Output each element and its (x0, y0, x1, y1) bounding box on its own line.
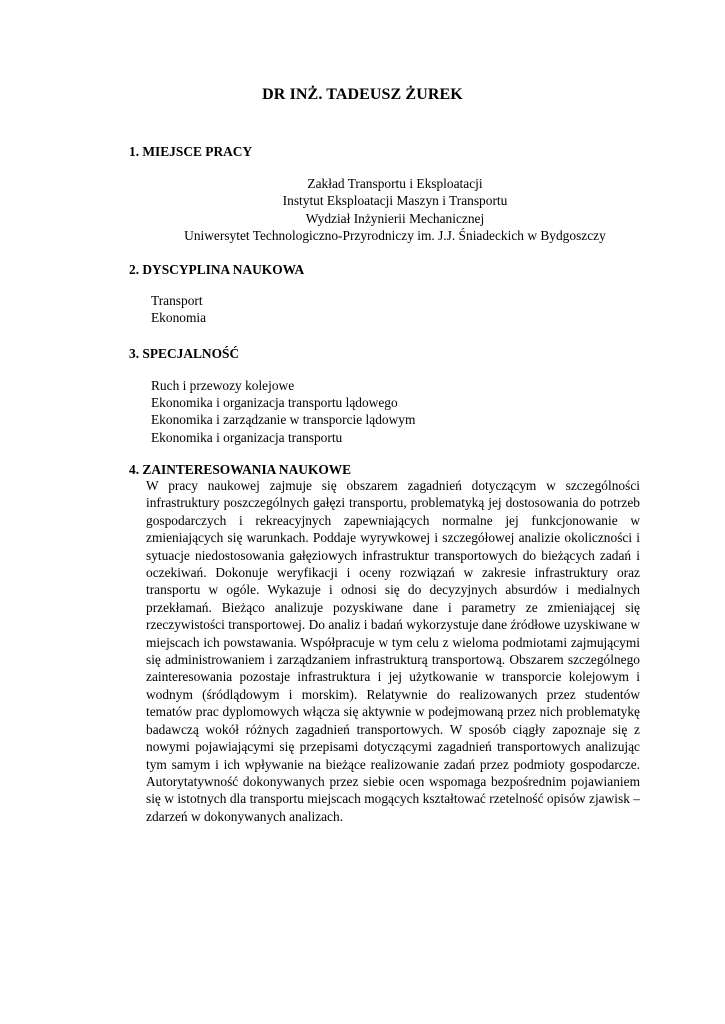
section-heading-discipline: 2. DYSCYPLINA NAUKOWA (129, 262, 305, 277)
list-item: Ekonomika i zarządzanie w transporcie lądowym (151, 412, 416, 428)
list-item: Transport (151, 293, 203, 308)
workplace-line-university: Uniwersytet Technologiczno-Przyrodniczy im. J.J. Śniadeckich w Bydgoszczy (184, 227, 606, 243)
workplace-line-faculty: Wydział Inżynierii Mechanicznej (305, 210, 485, 226)
section-heading-workplace: 1. MIEJSCE PRACY (129, 144, 253, 159)
discipline-list (151, 292, 206, 326)
section-heading-specialty: 3. SPECJALNOŚĆ (129, 346, 240, 361)
list-item: Ekonomika i organizacja transportu lądowego (151, 395, 398, 411)
list-item: Ekonomia (151, 310, 207, 326)
workplace-block (100, 175, 690, 244)
workplace-line-institute: Instytut Eksploatacji Maszyn i Transportu (282, 193, 508, 209)
section-heading-interests: 4. ZAINTERESOWANIA NAUKOWE (129, 462, 352, 477)
document-title: DR INŻ. TADEUSZ ŻUREK (262, 86, 463, 103)
list-item: Ruch i przewozy kolejowe (151, 378, 295, 393)
specialty-list (151, 377, 415, 446)
workplace-line-department: Zakład Transportu i Eksploatacji (307, 176, 483, 191)
interests-paragraph: W pracy naukowej zajmuje się obszarem zagadnień dotyczącym w szczególności infrastruktury poszczególnych gałęzi transportu, problematyką jej dostosowania do potrzeb gospodarczych i rekreacyjnych zapewniających normalne jej funkcjonowanie w zmieniających się warunkach. Poddaje wyrywkowej i szczegółowej analizie okoliczności i sytuacje niedostosowania gałęziowych infrastruktur transportowych do bieżących zadań i oczekiwań. Dokonuje weryfikacji i oceny rozwiązań w zakresie infrastruktury oraz transportu w ogóle. Wykazuje i odnosi się do decyzyjnych absurdów i medialnych przekłamań. Bieżąco analizuje pozyskiwane dane i parametry ze zmieniającej się rzeczywistości transportowej. Do analiz i badań wykorzystuje dane źródłowe uzyskiwane w miejscach ich powstawania. Współpracuje w tym celu z wieloma podmiotami zajmującymi się administrowaniem i zarządzaniem infrastrukturą transportową. Obszarem szczególnego zainteresowania pozostaje infrastruktura i jej użytkowanie w transporcie kolejowym i wodnym (śródlądowym i morskim). Relatywnie do realizowanych przez studentów tematów prac dyplomowych włącza się aktywnie w podejmowaną przez nich problematykę badawczą wokół różnych zagadnień transportowych. W sposób ciągły zapoznaje się z nowymi pojawiającymi się przepisami dotyczącymi zagadnień transportowych analizując tym samym i ich wpływanie na bieżące realizowanie zadań przez podmioty gospodarcze. Autorytatywność dokonywanych przez siebie ocen wspomaga bezpośrednim pojawianiem się w istotnych dla transportu miejscach mogących kształtować rzetelność opisów zjawisk – zdarzeń w dokonywanych analizach. (146, 478, 640, 824)
list-item: Ekonomika i organizacja transportu (151, 429, 343, 445)
